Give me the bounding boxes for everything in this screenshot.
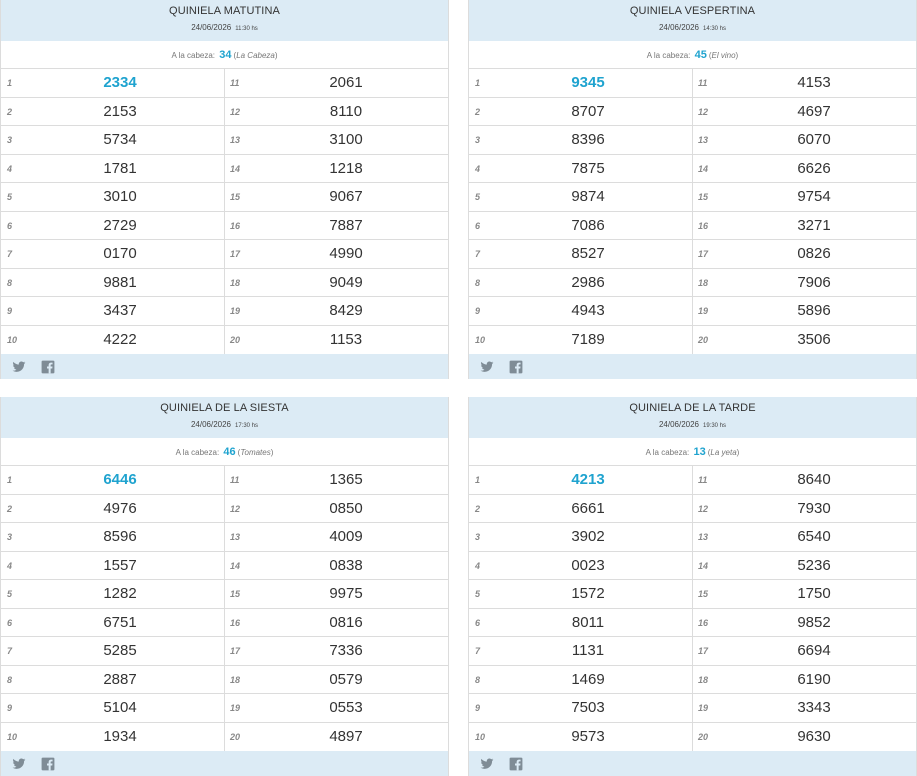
cabeza-number: 46: [223, 446, 236, 458]
position-number: 10: [475, 731, 486, 742]
result-number: 2061: [329, 74, 363, 91]
result-number: 5734: [103, 131, 137, 148]
position-number: 4: [475, 560, 481, 571]
facebook-icon[interactable]: [509, 360, 523, 374]
position-number: 9: [7, 306, 13, 316]
result-row: [469, 666, 916, 695]
result-number: 7887: [329, 216, 363, 234]
result-row: [1, 183, 448, 212]
position-number: 15: [230, 192, 241, 202]
position-number: 10: [7, 334, 18, 345]
position-number: 7: [7, 249, 13, 259]
result-number: 6661: [571, 499, 605, 517]
result-number: 0826: [797, 245, 831, 262]
position-number: 18: [230, 277, 241, 288]
result-number: 1469: [571, 670, 605, 688]
position-number: 11: [698, 78, 708, 88]
card-date: [469, 420, 916, 429]
result-number: 7930: [797, 499, 831, 517]
card-title: QUINIELA VESPERTINA: [629, 5, 756, 17]
draw-time: 17:30 hs: [235, 423, 259, 429]
position-number: 16: [698, 220, 709, 231]
position-number: 4: [7, 163, 13, 174]
card-date: [1, 23, 448, 32]
position-number: 11: [230, 475, 240, 485]
cabeza-label: A la cabeza:: [646, 51, 691, 60]
result-row: [469, 212, 916, 241]
position-number: 9: [475, 703, 481, 713]
result-row: [1, 466, 448, 495]
facebook-icon[interactable]: [509, 757, 523, 771]
result-row: [469, 326, 916, 355]
position-number: 8: [7, 674, 13, 685]
cabeza-number: 34: [219, 49, 232, 61]
cabeza-meaning: La Cabeza: [236, 51, 275, 60]
position-number: 3: [475, 135, 481, 145]
result-row: [469, 580, 916, 609]
position-number: 5: [7, 192, 13, 202]
position-number: 12: [230, 106, 241, 117]
cabeza-label: A la cabeza:: [645, 448, 690, 457]
cabeza-number: 13: [693, 446, 706, 458]
facebook-icon[interactable]: [41, 757, 55, 771]
result-row: [469, 155, 916, 184]
position-number: 13: [230, 532, 241, 542]
position-number: 11: [698, 475, 708, 485]
result-row: [469, 98, 916, 127]
position-number: 5: [475, 192, 481, 202]
position-number: 10: [475, 334, 486, 345]
result-row: [469, 552, 916, 581]
result-number: 9630: [797, 727, 831, 745]
result-number: 2986: [571, 273, 605, 291]
card-footer: [1, 751, 448, 776]
result-number: 0838: [329, 556, 363, 574]
draw-date: 24/06/2026: [658, 420, 699, 429]
result-number: 5104: [103, 699, 137, 716]
result-number: 5285: [103, 642, 137, 659]
position-number: 10: [7, 731, 18, 742]
result-number: 2887: [103, 670, 137, 688]
result-number: 0579: [329, 670, 363, 688]
position-number: 14: [698, 560, 709, 571]
result-number: 0816: [329, 613, 363, 631]
position-number: 18: [698, 277, 709, 288]
result-number: 6694: [797, 642, 831, 659]
result-row: [1, 723, 448, 752]
result-row: [469, 269, 916, 298]
result-number: 6751: [103, 613, 137, 631]
result-number: 4943: [571, 302, 605, 319]
cabeza-meaning: El vino: [711, 51, 736, 60]
result-row: [1, 609, 448, 638]
position-number: 4: [7, 560, 13, 571]
cabeza-meaning: Tomates: [240, 448, 271, 457]
cabeza-line: A la cabeza: 46 (Tomates): [1, 438, 448, 466]
position-number: 19: [230, 306, 241, 316]
head-number: 4213: [571, 471, 605, 488]
result-row: [469, 126, 916, 155]
position-number: 15: [698, 589, 709, 599]
twitter-icon[interactable]: [480, 757, 494, 771]
position-number: 4: [475, 163, 481, 174]
result-number: 3100: [329, 131, 363, 148]
cabeza-label: A la cabeza:: [171, 51, 216, 60]
draw-time: 11:30 hs: [235, 26, 258, 32]
position-number: 3: [7, 135, 13, 145]
head-number: 2334: [103, 74, 137, 91]
card-title: QUINIELA MATUTINA: [169, 5, 280, 17]
card-footer: [1, 354, 448, 379]
result-row: [469, 240, 916, 269]
position-number: 12: [230, 503, 241, 514]
position-number: 18: [698, 674, 709, 685]
position-number: 19: [230, 703, 241, 713]
result-row: [1, 69, 448, 98]
result-row: [469, 297, 916, 326]
quiniela-card-vespertina: [468, 0, 917, 379]
position-number: 6: [7, 220, 13, 231]
result-number: 7189: [571, 330, 605, 348]
twitter-icon[interactable]: [12, 757, 26, 771]
head-number: 6446: [103, 471, 137, 488]
head-number: 9345: [571, 74, 605, 91]
position-number: 9: [7, 703, 13, 713]
result-number: 0850: [329, 499, 363, 517]
result-number: 2729: [103, 216, 137, 234]
result-row: [1, 155, 448, 184]
result-number: 7906: [797, 273, 831, 291]
card-header: [469, 0, 916, 41]
result-row: [469, 723, 916, 752]
result-number: 4697: [797, 102, 831, 120]
results-grid: [1, 69, 448, 354]
result-row: [1, 495, 448, 524]
result-number: 7875: [571, 159, 605, 177]
position-number: 1: [7, 475, 13, 485]
result-row: [469, 69, 916, 98]
position-number: 17: [230, 249, 241, 259]
position-number: 13: [698, 532, 709, 542]
position-number: 7: [475, 249, 481, 259]
position-number: 8: [475, 674, 481, 685]
position-number: 7: [475, 646, 481, 656]
quiniela-card-matutina: [0, 0, 449, 379]
position-number: 11: [230, 78, 240, 88]
result-number: 0170: [103, 245, 137, 262]
position-number: 16: [230, 220, 241, 231]
result-number: 7086: [571, 216, 605, 234]
result-number: 1218: [329, 159, 363, 177]
position-number: 6: [475, 617, 481, 628]
position-number: 1: [7, 78, 13, 88]
result-number: 8011: [571, 613, 605, 631]
cabeza-meaning: La yeta: [710, 448, 737, 457]
card-footer: [469, 751, 916, 776]
position-number: 17: [698, 646, 709, 656]
position-number: 16: [698, 617, 709, 628]
result-number: 9049: [329, 273, 363, 291]
position-number: 8: [475, 277, 481, 288]
position-number: 2: [7, 503, 13, 514]
result-number: 5236: [797, 556, 831, 574]
result-row: [469, 183, 916, 212]
twitter-icon[interactable]: [12, 360, 26, 374]
position-number: 3: [475, 532, 481, 542]
position-number: 14: [230, 163, 241, 174]
result-number: 9874: [571, 188, 605, 205]
card-date: [469, 23, 916, 32]
result-number: 9975: [329, 585, 363, 602]
result-row: [469, 466, 916, 495]
position-number: 19: [698, 306, 709, 316]
result-number: 8527: [571, 245, 605, 262]
draw-time: 19:30 hs: [703, 423, 727, 429]
position-number: 19: [698, 703, 709, 713]
position-number: 1: [475, 475, 481, 485]
position-number: 15: [230, 589, 241, 599]
result-number: 9881: [103, 273, 137, 291]
result-number: 1572: [571, 585, 605, 602]
result-row: [1, 212, 448, 241]
result-number: 4990: [329, 245, 363, 262]
result-row: [1, 297, 448, 326]
position-number: 9: [475, 306, 481, 316]
result-row: [1, 580, 448, 609]
position-number: 14: [698, 163, 709, 174]
result-number: 6070: [797, 131, 831, 148]
position-number: 17: [698, 249, 709, 259]
result-number: 4222: [103, 330, 137, 348]
result-number: 1153: [329, 330, 363, 348]
cabeza-number: 45: [694, 49, 707, 61]
draw-date: 24/06/2026: [190, 420, 231, 429]
position-number: 6: [7, 617, 13, 628]
position-number: 20: [698, 731, 709, 742]
result-row: [1, 326, 448, 355]
result-number: 4009: [329, 528, 363, 545]
result-row: [1, 666, 448, 695]
result-number: 5896: [797, 302, 831, 319]
position-number: 3: [7, 532, 13, 542]
result-number: 8707: [571, 102, 605, 120]
position-number: 20: [230, 731, 241, 742]
result-number: 9573: [571, 727, 605, 745]
result-number: 3271: [797, 216, 831, 234]
result-number: 1365: [329, 471, 363, 488]
result-number: 8396: [571, 131, 605, 148]
position-number: 2: [475, 503, 481, 514]
result-row: [1, 552, 448, 581]
result-number: 4897: [329, 727, 363, 745]
result-row: [1, 269, 448, 298]
result-number: 4976: [103, 499, 137, 517]
result-row: [1, 637, 448, 666]
result-number: 8110: [329, 102, 363, 120]
result-number: 3437: [103, 302, 137, 319]
result-number: 1131: [571, 642, 605, 659]
result-row: [469, 637, 916, 666]
position-number: 13: [698, 135, 709, 145]
position-number: 16: [230, 617, 241, 628]
result-number: 9852: [797, 613, 831, 631]
twitter-icon[interactable]: [480, 360, 494, 374]
position-number: 2: [7, 106, 13, 117]
position-number: 6: [475, 220, 481, 231]
position-number: 5: [7, 589, 13, 599]
result-row: [1, 126, 448, 155]
result-number: 8429: [329, 302, 363, 319]
draw-date: 24/06/2026: [191, 23, 232, 32]
card-header: [1, 397, 448, 438]
cabeza-label: A la cabeza:: [175, 448, 220, 457]
result-row: [1, 98, 448, 127]
result-number: 4153: [797, 74, 831, 91]
result-number: 2153: [103, 102, 137, 120]
card-title: QUINIELA DE LA TARDE: [629, 402, 756, 414]
position-number: 12: [698, 503, 709, 514]
facebook-icon[interactable]: [41, 360, 55, 374]
card-footer: [469, 354, 916, 379]
result-number: 3902: [571, 528, 605, 545]
card-header: [1, 0, 448, 41]
position-number: 8: [7, 277, 13, 288]
position-number: 5: [475, 589, 481, 599]
position-number: 1: [475, 78, 481, 88]
result-number: 1282: [103, 585, 137, 602]
draw-date: 24/06/2026: [658, 23, 699, 32]
result-number: 7503: [571, 699, 605, 716]
result-number: 9754: [797, 188, 831, 205]
result-row: [469, 609, 916, 638]
quiniela-card-siesta: [0, 397, 449, 776]
results-grid: [1, 466, 448, 751]
result-number: 6626: [797, 159, 831, 177]
result-row: [1, 694, 448, 723]
cabeza-line: A la cabeza: 34 (La Cabeza): [1, 41, 448, 69]
position-number: 17: [230, 646, 241, 656]
cabeza-line: A la cabeza: 45 (El vino): [469, 41, 916, 69]
position-number: 18: [230, 674, 241, 685]
card-title: QUINIELA DE LA SIESTA: [160, 402, 289, 414]
result-number: 3010: [103, 188, 137, 205]
result-number: 1557: [103, 556, 137, 574]
position-number: 2: [475, 106, 481, 117]
result-number: 1750: [797, 585, 831, 602]
results-grid: [469, 69, 916, 354]
result-number: 8596: [103, 528, 137, 545]
result-number: 3343: [797, 699, 831, 716]
result-number: 0553: [329, 699, 363, 716]
position-number: 14: [230, 560, 241, 571]
result-number: 3506: [797, 330, 831, 348]
result-number: 9067: [329, 188, 363, 205]
result-row: [469, 523, 916, 552]
result-row: [469, 495, 916, 524]
result-number: 8640: [797, 471, 831, 488]
result-number: 6190: [797, 670, 831, 688]
quiniela-card-tarde: [468, 397, 917, 776]
result-row: [1, 240, 448, 269]
result-number: 6540: [797, 528, 831, 545]
result-row: [469, 694, 916, 723]
card-date: [1, 420, 448, 429]
result-number: 1934: [103, 727, 137, 745]
result-number: 1781: [103, 159, 137, 177]
draw-time: 14:30 hs: [703, 26, 727, 32]
position-number: 7: [7, 646, 13, 656]
position-number: 20: [698, 334, 709, 345]
position-number: 13: [230, 135, 241, 145]
position-number: 12: [698, 106, 709, 117]
card-header: [469, 397, 916, 438]
result-number: 0023: [571, 556, 605, 574]
result-row: [1, 523, 448, 552]
position-number: 20: [230, 334, 241, 345]
results-grid: [469, 466, 916, 751]
cabeza-line: A la cabeza: 13 (La yeta): [469, 438, 916, 466]
result-number: 7336: [329, 642, 363, 659]
position-number: 15: [698, 192, 709, 202]
